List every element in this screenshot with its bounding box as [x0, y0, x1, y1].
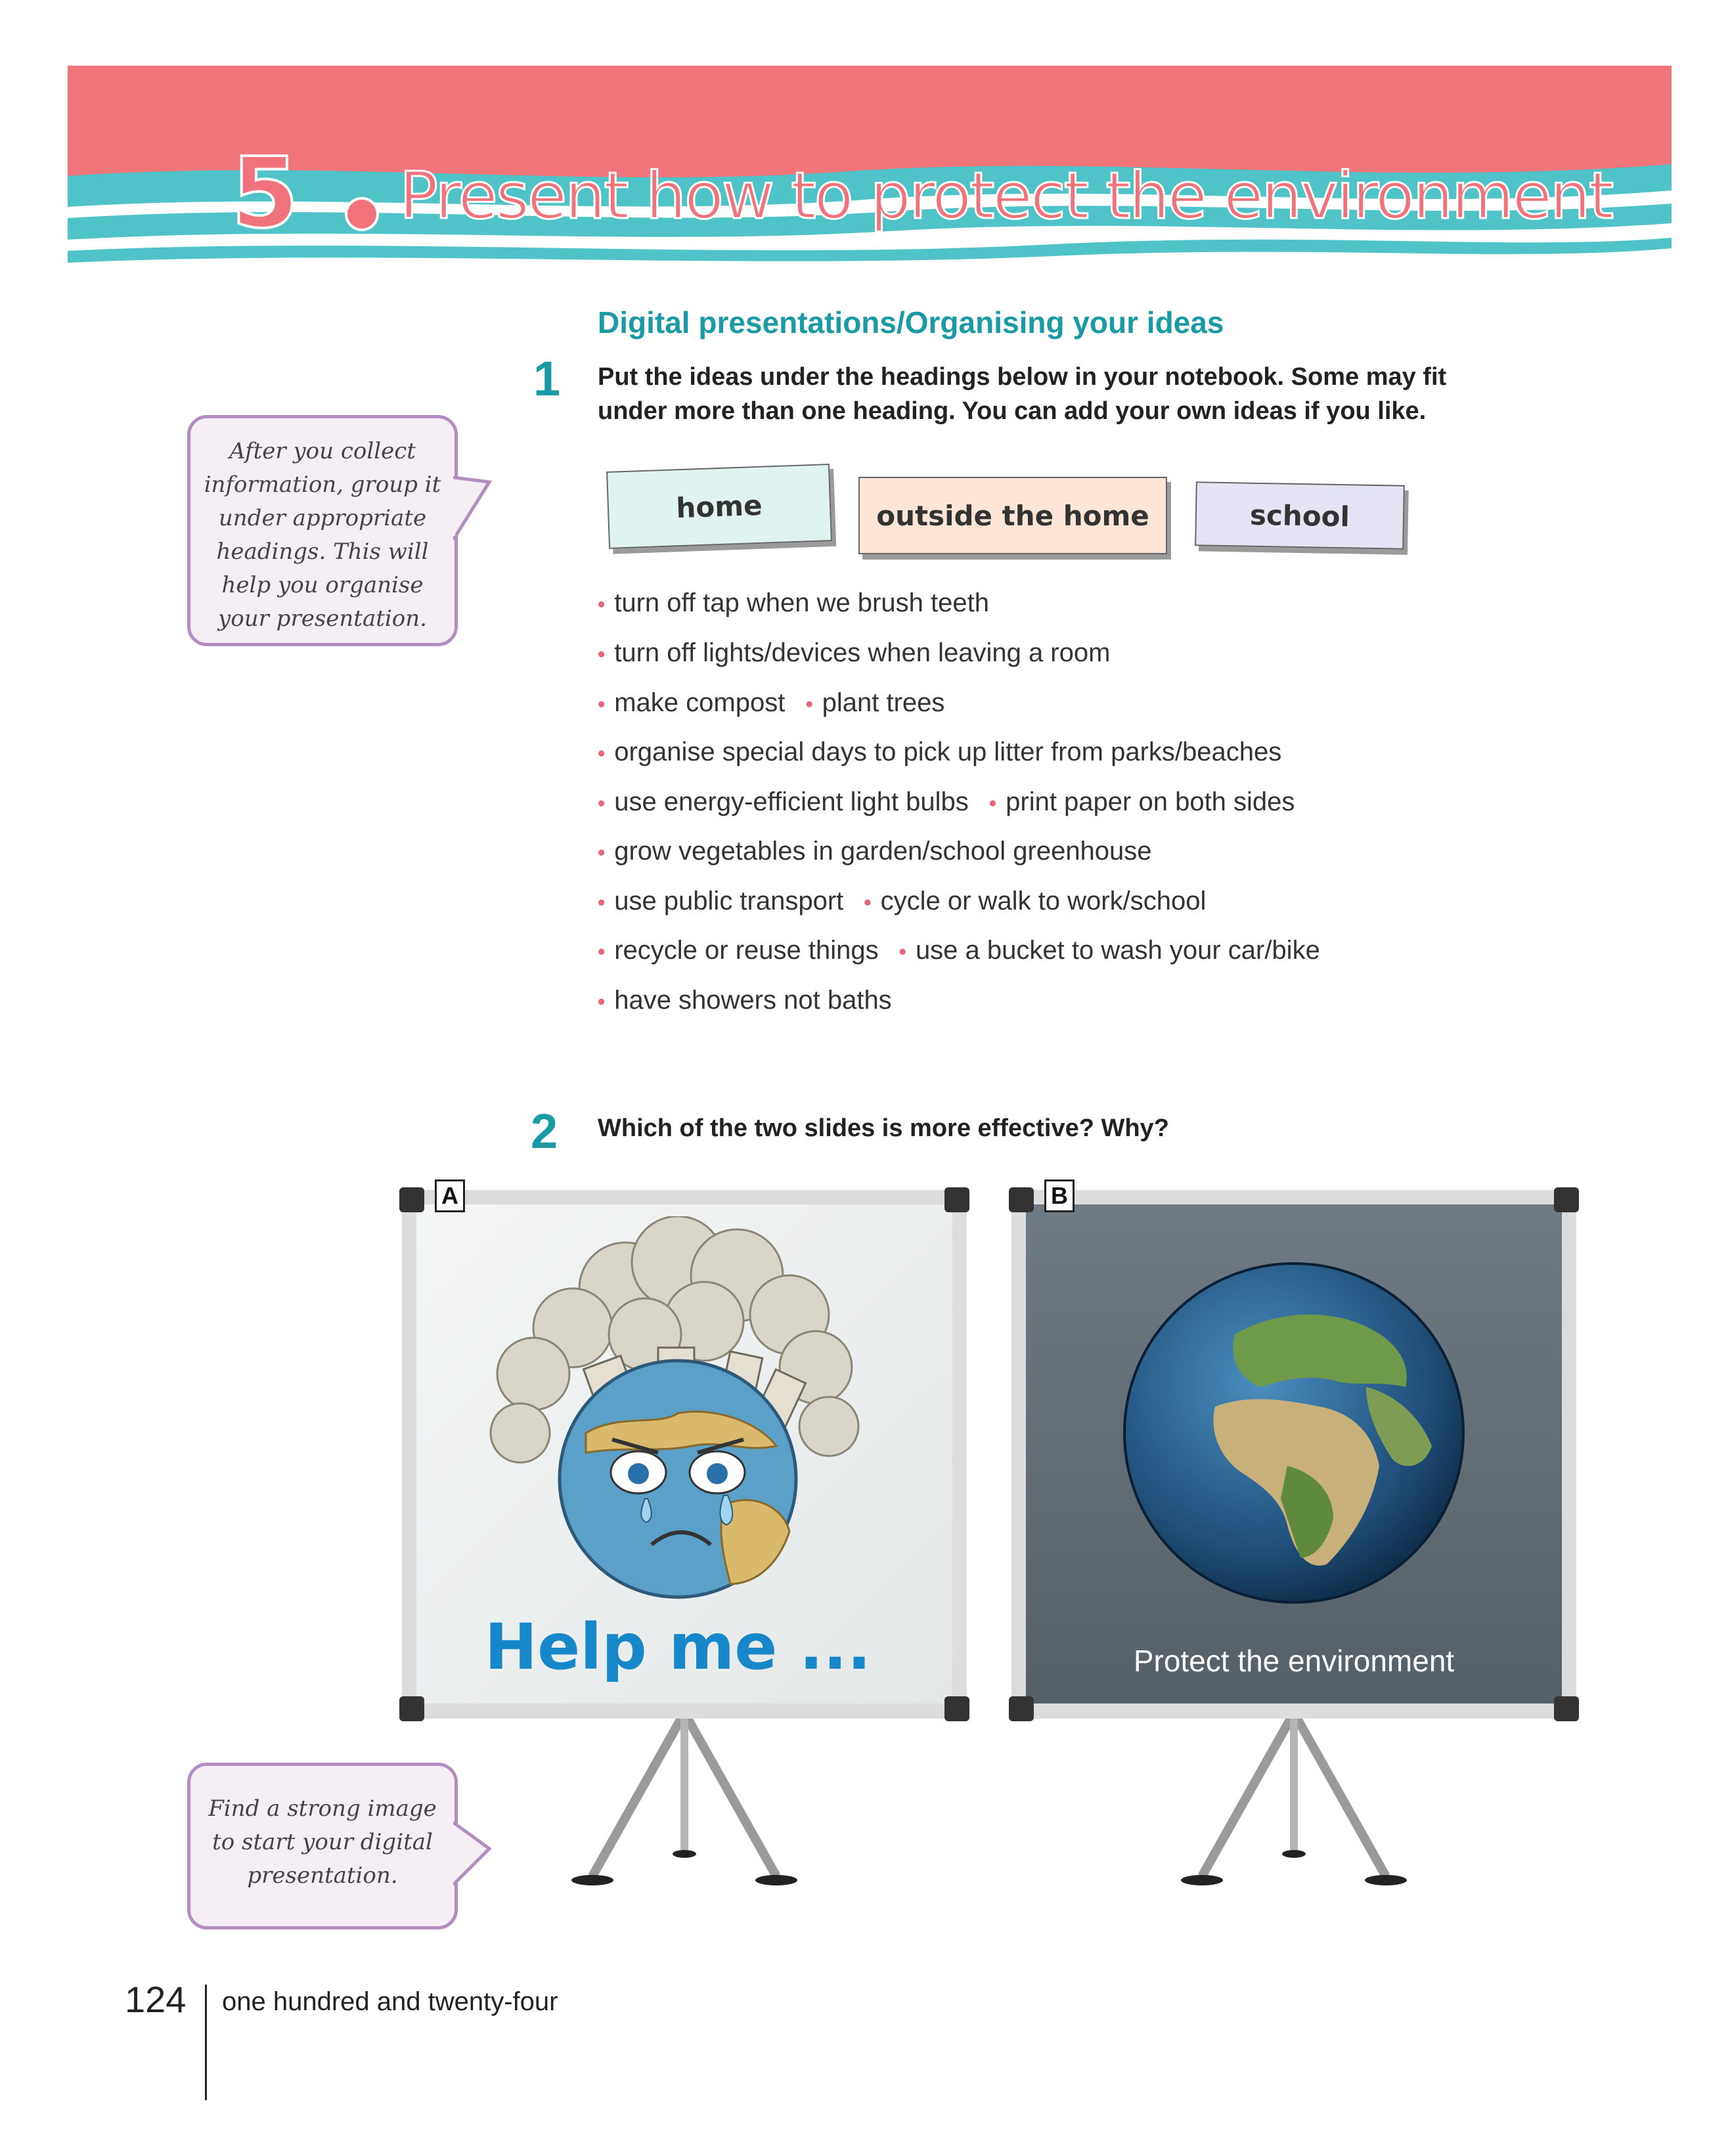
- frame-corner: [1554, 1696, 1579, 1721]
- frame-corner: [944, 1696, 969, 1721]
- exercise-1-instruction-line-1: Put the ideas under the headings below in your notebook. Some may fit: [598, 363, 1447, 391]
- tip-note-top-tail: [453, 474, 493, 546]
- frame-corner: [1009, 1187, 1034, 1212]
- frame-corner: [944, 1187, 969, 1212]
- tip-note-top: [187, 415, 458, 646]
- footer-divider: [205, 1985, 207, 2100]
- heading-card-school-label: school: [1249, 498, 1350, 533]
- heading-card-home: [606, 464, 832, 549]
- title-dot: [345, 197, 379, 231]
- heading-card-home-label: home: [675, 489, 763, 524]
- tip-note-bottom-tail: [453, 1819, 493, 1891]
- heading-card-school: [1195, 481, 1405, 550]
- frame-corner: [1009, 1696, 1034, 1721]
- exercise-1-instruction-line-2: under more than one heading. You can add your own ideas if you like.: [598, 397, 1427, 425]
- idea-line: [598, 690, 944, 716]
- page-number-words: one hundred and twenty-four: [222, 1987, 558, 2016]
- slide-b-letter: B: [1044, 1179, 1075, 1212]
- bullet-icon: •: [598, 741, 606, 766]
- page-title: Present how to protect the environment: [399, 159, 1612, 234]
- idea-item: use energy-efficient light bulbs: [614, 787, 969, 816]
- exercise-1-instruction: [598, 360, 1583, 428]
- tip-note-top-text: After you collect information, group it under appropriate headings. This will help you organise your presentation.: [204, 438, 441, 632]
- bullet-icon: •: [598, 642, 606, 667]
- exercise-2-instruction: Which of the two slides is more effective? Why?: [598, 1114, 1169, 1142]
- idea-item: organise special days to pick up litter from parks/beaches: [614, 737, 1282, 766]
- heading-card-outside-home-label: outside the home: [876, 499, 1149, 532]
- earth-globe-image: [1117, 1256, 1471, 1610]
- idea-line: [598, 739, 1281, 765]
- bullet-icon: •: [598, 940, 606, 964]
- frame-corner: [399, 1187, 424, 1212]
- bullet-icon: •: [598, 891, 606, 915]
- bullet-icon: •: [864, 891, 872, 915]
- idea-line: [598, 987, 892, 1013]
- slide-a-board: [402, 1182, 967, 1893]
- idea-item: cycle or walk to work/school: [880, 887, 1207, 915]
- idea-item: use a bucket to wash your car/bike: [915, 936, 1320, 965]
- idea-item: turn off tap when we brush teeth: [614, 588, 989, 617]
- frame-corner: [1554, 1187, 1579, 1212]
- exercise-1-number: 1: [533, 351, 561, 406]
- idea-line: [598, 590, 989, 616]
- idea-item: use public transport: [614, 887, 844, 915]
- idea-item: recycle or reuse things: [614, 936, 879, 965]
- exercise-2-number: 2: [531, 1104, 558, 1158]
- crying-earth-illustration: [461, 1216, 895, 1610]
- tip-note-bottom: [187, 1763, 458, 1929]
- easel-stand: [1176, 1719, 1412, 1889]
- slide-a-caption: Help me ...: [484, 1610, 872, 1684]
- idea-item: turn off lights/devices when leaving a room: [614, 638, 1111, 667]
- section-heading: Digital presentations/Organising your ideas: [598, 305, 1224, 340]
- bullet-icon: •: [598, 990, 606, 1014]
- idea-line: [598, 937, 1320, 963]
- idea-line: [598, 888, 1206, 914]
- bullet-icon: •: [988, 791, 997, 816]
- idea-item: print paper on both sides: [1006, 787, 1295, 816]
- slide-a-letter: A: [435, 1179, 465, 1212]
- idea-item: make compost: [614, 688, 786, 717]
- bullet-icon: •: [598, 592, 606, 617]
- bullet-icon: •: [898, 940, 906, 964]
- page-number: 124: [125, 1979, 187, 2020]
- idea-line: [598, 838, 1152, 864]
- lesson-number: 5: [231, 137, 296, 250]
- idea-item: have showers not baths: [614, 986, 892, 1015]
- idea-line: [598, 789, 1295, 815]
- bullet-icon: •: [805, 692, 813, 716]
- frame-corner: [399, 1696, 424, 1721]
- idea-item: plant trees: [822, 688, 945, 717]
- idea-line: [598, 640, 1110, 666]
- bullet-icon: •: [598, 841, 606, 865]
- slide-b-caption: Protect the environment: [1133, 1644, 1455, 1678]
- bullet-icon: •: [598, 692, 606, 716]
- bullet-icon: •: [598, 791, 606, 816]
- tip-note-bottom-text: Find a strong image to start your digital presentation.: [208, 1795, 437, 1889]
- heading-card-outside-home: [858, 477, 1167, 554]
- easel-stand: [566, 1719, 803, 1889]
- slide-b-board: [1011, 1182, 1576, 1893]
- idea-item: grow vegetables in garden/school greenhouse: [614, 837, 1152, 866]
